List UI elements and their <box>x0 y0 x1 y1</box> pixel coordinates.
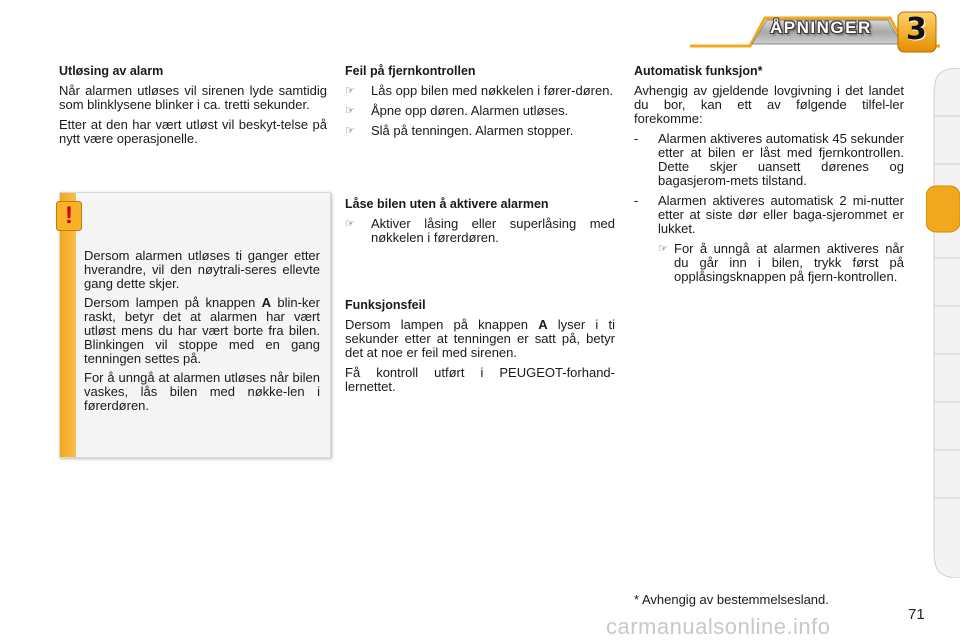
alarm-trigger-section <box>59 64 327 152</box>
lock-without-alarm-section <box>345 197 615 251</box>
paragraph: Få kontroll utført i PEUGEOT-forhand-lernettet. <box>345 365 615 394</box>
list-item: ☞ Åpne opp døren. Alarmen utløses. <box>345 103 569 118</box>
pointing-hand-icon: ☞ <box>345 105 355 117</box>
chapter-number: 3 <box>906 12 927 47</box>
list-item: ☞ Lås opp bilen med nøkkelen i fører-døren. <box>345 83 614 98</box>
pointing-hand-icon: ☞ <box>658 243 668 255</box>
list-item: ☞ Aktiver låsing eller superlåsing med nøkkelen i førerdøren. <box>345 216 615 245</box>
warning-note-box <box>59 192 331 458</box>
remote-fault-section <box>345 64 615 144</box>
button-key-label: A <box>538 317 548 332</box>
pointing-hand-icon: ☞ <box>345 125 355 137</box>
automatic-function-section <box>634 64 904 290</box>
malfunction-section <box>345 298 615 400</box>
section-heading: Utløsing av alarm <box>59 64 164 78</box>
page-number: 71 <box>908 606 925 623</box>
section-heading: Låse bilen uten å aktivere alarmen <box>345 197 549 211</box>
active-chapter-tab <box>926 186 960 232</box>
list-item: ☞ Slå på tenningen. Alarmen stopper. <box>345 123 574 138</box>
list-item: - Alarmen aktiveres automatisk 45 sekunder etter at bilen er låst med fjernkontrollen. Dette skjer uansett dørenes og bagasjerom-mets tilstand. <box>634 131 904 188</box>
pointing-hand-icon: ☞ <box>345 85 355 97</box>
pointing-hand-icon: ☞ <box>345 218 355 230</box>
chapter-tab-strip <box>926 68 960 578</box>
list-item: - Alarmen aktiveres automatisk 2 mi-nutter etter at siste dør eller baga-sjerommet er lukket. <box>634 193 904 236</box>
chapter-title: ÅPNINGER <box>770 18 872 37</box>
warning-exclamation-icon: ! <box>56 201 82 231</box>
paragraph: Når alarmen utløses vil sirenen lyde samtidig som blinklysene blinker i ca. tretti sekunder. <box>59 83 327 112</box>
sub-list-item: ☞ For å unngå at alarmen aktiveres når du går inn i bilen, trykk først på opplåsingsknappen på fjern-kontrollen. <box>658 241 904 284</box>
section-heading: Funksjonsfeil <box>345 298 426 312</box>
paragraph: Etter at den har vært utløst vil beskyt-telse på nytt være operasjonelle. <box>59 117 327 146</box>
section-heading: Feil på fjernkontrollen <box>345 64 476 78</box>
paragraph: Avhengig av gjeldende lovgivning i det landet du bor, kan ett av følgende tilfel-ler forekomme: <box>634 83 904 126</box>
note-paragraph: For å unngå at alarmen utløses når bilen vaskes, lås bilen med nøkke-len i førerdøren. <box>84 370 320 413</box>
note-paragraph: Dersom lampen på knappen A blin-ker raskt, betyr det at alarmen har vært utløst mens du har vært borte fra bilen. Blinkingen vil stoppe med en gang tenningen settes på. <box>84 295 320 366</box>
footnote: * Avhengig av bestemmelsesland. <box>634 592 829 607</box>
section-heading: Automatisk funksjon* <box>634 64 763 78</box>
button-key-label: A <box>261 295 272 310</box>
watermark: carmanualsonline.info <box>606 614 831 639</box>
note-text <box>84 249 320 418</box>
note-paragraph: Dersom alarmen utløses ti ganger etter hverandre, vil den nøytrali-seres ellevte gang dette skjer. <box>84 248 320 291</box>
paragraph: Dersom lampen på knappen A lyser i ti sekunder etter at tenningen er satt på, betyr det at noe er feil med sirenen. <box>345 317 615 360</box>
note-accent-strip <box>60 193 76 457</box>
